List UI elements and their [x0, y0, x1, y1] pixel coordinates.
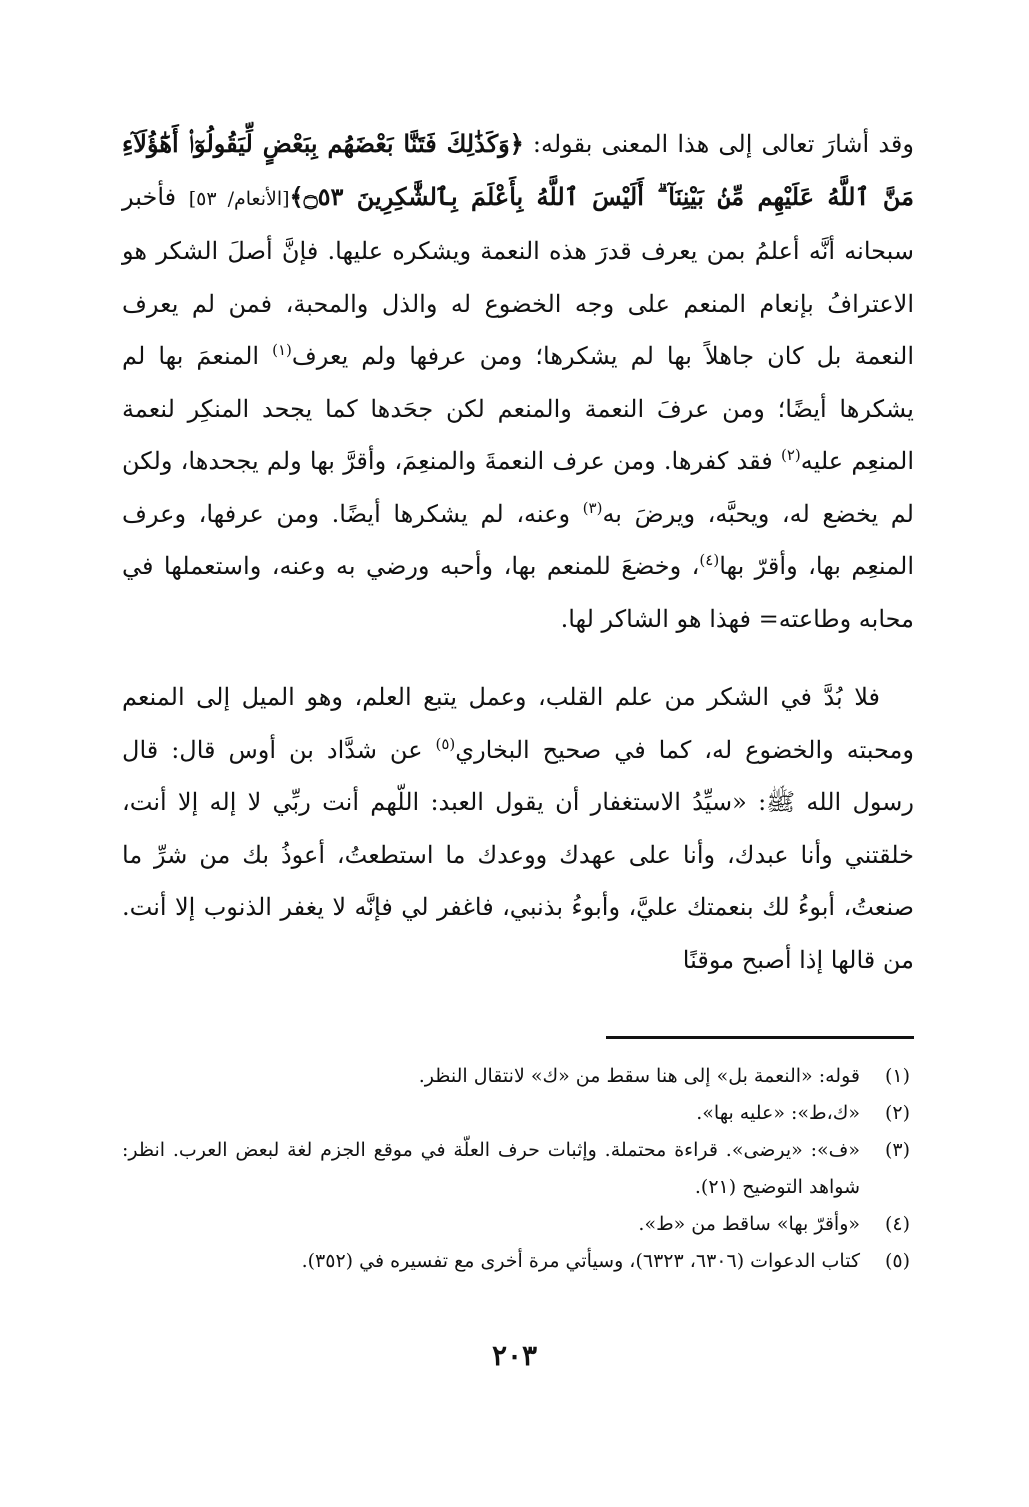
footnote-ref-2[interactable]: (٢) [780, 446, 801, 464]
footnote-3 [122, 1132, 914, 1206]
paragraph-2 [122, 671, 914, 986]
p1-text-c: فقد كفرها. ومن عرف النعمةَ والمنعِمَ، وأقرَّ بها ولم يجحدها، ولكن لم يخضع له، ويحبَّه، ويرضَ به [122, 447, 914, 528]
footnote-ref-3[interactable]: (٣) [582, 498, 603, 517]
p1-intro: وقد أشارَ تعالى إلى هذا المعنى بقوله: [523, 130, 914, 158]
footnote-ref-5[interactable]: (٥) [435, 734, 456, 753]
footnote-2 [122, 1095, 914, 1132]
footnote-ref-4[interactable]: (٤) [699, 551, 720, 569]
footnote-text: «وأقرّ بها» ساقط من «ط». [638, 1213, 860, 1235]
p1-text-e: ، وخضعَ للمنعم بها، وأحبه ورضي به وعنه، واستعملها في محابه وطاعته= فهذا هو الشاكر لها. [122, 552, 914, 633]
paragraph-1 [122, 118, 914, 645]
footnote-number: (٢) [884, 1102, 910, 1124]
footnotes [122, 1058, 914, 1280]
p1-text-b: المنعمَ بها لم يشكرها أيضًا؛ ومن عرفَ النعمة والمنعم لكن جحَدها كما يجحد المنكِر لنعمة المنعِم عليه [122, 342, 914, 475]
footnote-text: «ف»: «يرضى». قراءة محتملة. وإثبات حرف العلّة في موقع الجزم لغة لبعض العرب. انظر: شواهد التوضيح (٢١). [122, 1139, 860, 1198]
p2-text-b: عن شدَّاد بن أوس قال: قال رسول الله ﷺ: «سيِّدُ الاستغفار أن يقول العبد: اللّهم أنت ربِّي لا إله إلا أنت، خلقتني وأنا عبدك، وأنا على عهدك ووعدك ما استطعتُ، أعوذُ بك من شرِّ ما صنعتُ، أبوءُ لك بنعمتك عليَّ، وأبوءُ بذنبي، فاغفر لي فإنَّه لا يغفر الذنوب إلا أنت. من قالها إذا أصبح موقنًا [122, 735, 914, 974]
footnote-4 [122, 1206, 914, 1243]
footnote-1 [122, 1058, 914, 1095]
footnote-number: (٤) [884, 1213, 910, 1235]
quran-verse: ﴿وَكَذَٰلِكَ فَتَنَّا بَعْضَهُم بِبَعْضٍ لِّيَقُولُوٓا۟ أَهَٰٓؤُلَآءِ مَنَّ ٱللَّهُ عَلَيْهِم مِّنۢ بَيْنِنَآ ۗ أَلَيْسَ ٱللَّهُ بِأَعْلَمَ بِٱلشَّٰكِرِينَ ۝٥٣﴾ [122, 129, 915, 211]
footnote-5 [122, 1243, 914, 1280]
footnote-text: «ك،ط»: «عليه بها». [696, 1102, 860, 1124]
footnote-text: كتاب الدعوات (٦٣٠٦، ٦٣٢٣)، وسيأتي مرة أخرى مع تفسيره في (٣٥٢). [301, 1250, 860, 1272]
page-number: ٢٠٣ [491, 1339, 538, 1372]
footnote-separator [606, 1036, 914, 1039]
footnote-number: (١) [884, 1065, 910, 1087]
p1-text-d: وعنه، لم يشكرها أيضًا. ومن عرفها، وعرف المنعِم بها، وأقرّ بها [122, 499, 914, 580]
footnote-number: (٥) [884, 1250, 910, 1272]
p2-text-a: فلا بُدَّ في الشكر من علم القلب، وعمل يتبع العلم، وهو الميل إلى المنعم ومحبته والخضوع له، كما في صحيح البخاري [122, 683, 914, 764]
footnote-ref-1[interactable]: (١) [272, 341, 292, 359]
main-text [122, 118, 914, 986]
footnote-number: (٣) [884, 1139, 910, 1161]
p1-text-a: فأخبر سبحانه أنَّه أعلمُ بمن يعرف قدرَ هذه النعمة ويشكره عليها. فإنَّ أصلَ الشكر هو الاعترافُ بإنعام المنعم على وجه الخضوع له والذل والمحبة، فمن لم يعرف النعمة بل كان جاهلاً بها لم يشكرها؛ ومن عرفها ولم يعرف [122, 182, 915, 370]
footnote-text: قوله: «النعمة بل» إلى هنا سقط من «ك» لانتقال النظر. [418, 1065, 860, 1087]
verse-reference: [الأنعام/ ٥٣] [188, 187, 290, 210]
